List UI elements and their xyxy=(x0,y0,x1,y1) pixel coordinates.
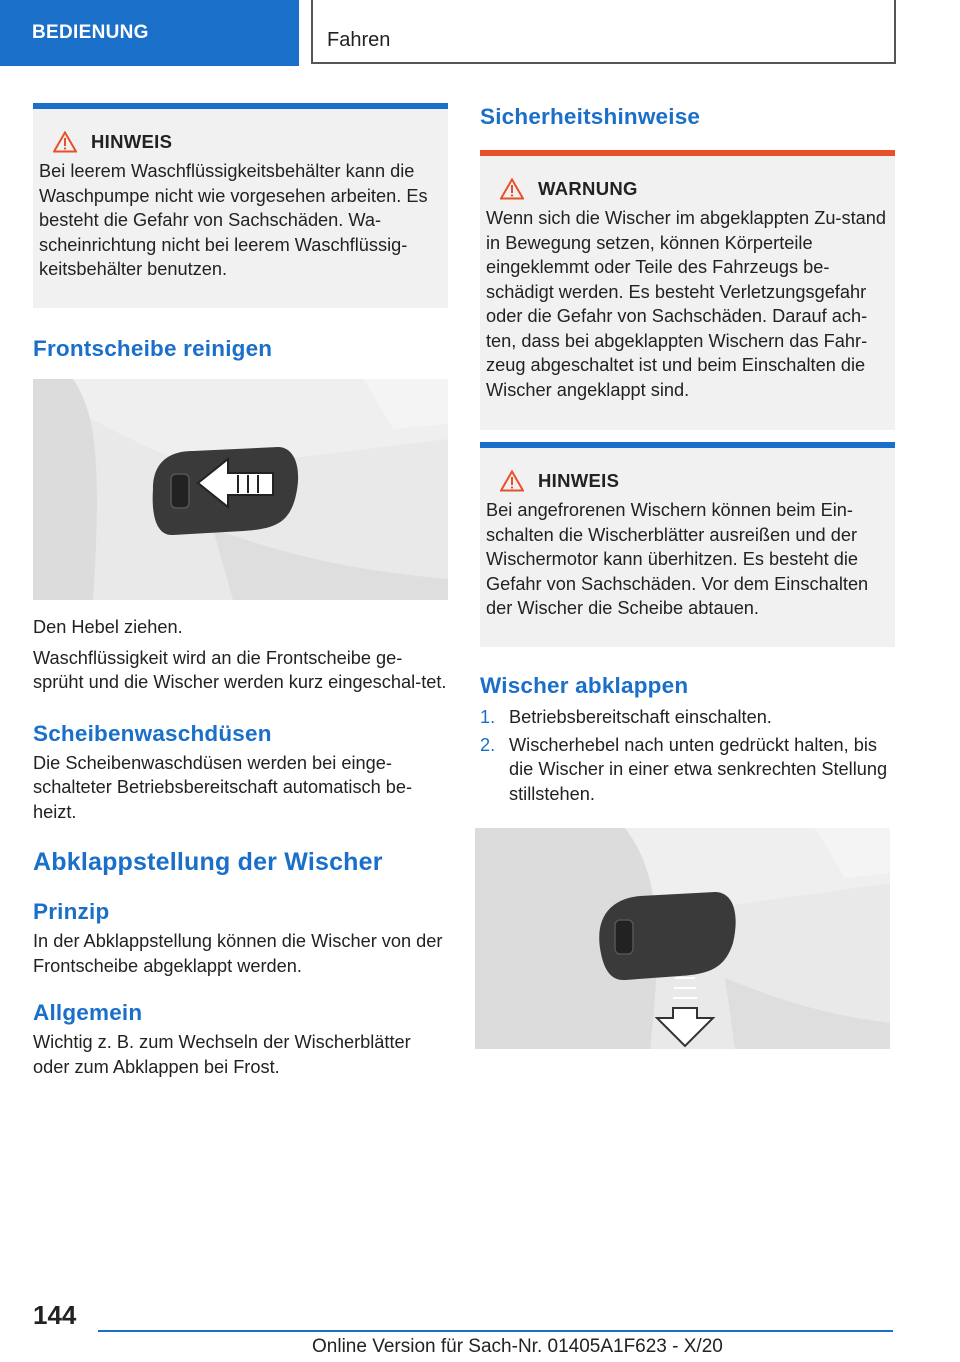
warning-triangle-icon xyxy=(500,178,524,200)
notice-header xyxy=(500,470,887,492)
wiper-lever-pull-image xyxy=(33,379,448,600)
allgemein-description: Wichtig z. B. zum Wechseln der Wischerblätter oder zum Abklappen bei Frost. xyxy=(33,1032,411,1077)
section-heading-duesen: Scheibenwaschdüsen xyxy=(33,720,272,746)
warning-triangle-icon xyxy=(500,470,524,492)
frontscheibe-step: Den Hebel ziehen. xyxy=(33,617,183,637)
left-column xyxy=(33,103,448,1079)
wiper-lever-push-image xyxy=(475,828,890,1049)
list-item xyxy=(480,733,895,807)
notice-box xyxy=(480,442,895,647)
warning-title: WARNUNG xyxy=(538,178,638,199)
lever-pull-illustration xyxy=(33,379,448,600)
right-column xyxy=(480,100,895,1049)
page-number: 144 xyxy=(33,1300,77,1330)
footer-text: Online Version für Sach-Nr. 01405A1F623 - X/20 xyxy=(312,1336,723,1357)
duesen-description: Die Scheibenwaschdüsen werden bei einge-schalteter Betriebsbereitschaft automatisch be-heizt. xyxy=(33,752,413,822)
page-header xyxy=(0,0,960,66)
step-text: Wischerhebel nach unten gedrückt halten, bis die Wischer in einer etwa senkrechten Stellung stillstehen. xyxy=(509,734,888,804)
notice-header xyxy=(53,131,440,153)
warning-box xyxy=(480,150,895,430)
step-number: 1. xyxy=(480,707,496,727)
steps-list xyxy=(480,705,895,806)
notice-text: Bei leerem Waschflüssigkeitsbehälter kann die Waschpumpe nicht wie vorgesehen arbeiten. Es besteht die Gefahr von Sachschäden. Wa-scheinrichtung nicht bei leerem Waschflüssig-keitsbehälter benutzen. xyxy=(39,161,428,279)
frontscheibe-description: Waschflüssigkeit wird an die Frontscheibe ge-sprüht und die Wischer werden kurz eingeschal-tet. xyxy=(33,647,447,692)
warning-triangle-icon xyxy=(53,131,77,153)
section-heading-sicherheitshinweise: Sicherheitshinweise xyxy=(480,104,701,129)
notice-box xyxy=(33,103,448,308)
step-text: Betriebsbereitschaft einschalten. xyxy=(509,707,772,727)
notice-title: HINWEIS xyxy=(91,131,173,152)
step-number: 2. xyxy=(480,734,496,755)
section-heading-abklappstellung: Abklappstellung der Wischer xyxy=(33,848,383,876)
footer-divider xyxy=(98,1330,893,1332)
prinzip-description: In der Abklappstellung können die Wischer von der Frontscheibe abgeklappt werden. xyxy=(33,931,443,976)
notice-text: Bei angefrorenen Wischern können beim Ein-schalten die Wischerblätter ausreißen und der Wischermotor kann überhitzen. Es besteht die Gefahr von Sachschäden. Vor dem Einschalten der Wischer die Scheibe abtauen. xyxy=(486,500,869,618)
subheading-allgemein: Allgemein xyxy=(33,1000,143,1025)
lever-push-illustration xyxy=(475,828,890,1049)
list-item xyxy=(480,705,895,730)
chapter-tab: Fahren xyxy=(311,0,896,64)
section-heading-wischer-abklappen: Wischer abklappen xyxy=(480,673,689,698)
warning-text: Wenn sich die Wischer im abgeklappten Zu-stand in Bewegung setzen, können Körperteile eingeklemmt oder Teile des Fahrzeugs be-schädigt werden. Es besteht Verletzungsgefahr oder die Gefahr von Sachschäden. Darauf ach-ten, dass bei abgeklappten Wischern das Fahr-zeug abgeschaltet ist und beim Einschalten die Wischer angeklappt sind. xyxy=(486,208,886,400)
notice-title: HINWEIS xyxy=(538,470,620,491)
subheading-prinzip: Prinzip xyxy=(33,899,110,924)
warning-header xyxy=(500,178,887,200)
section-heading-frontscheibe: Frontscheibe reinigen xyxy=(33,336,273,361)
section-tab: BEDIENUNG xyxy=(0,0,299,66)
